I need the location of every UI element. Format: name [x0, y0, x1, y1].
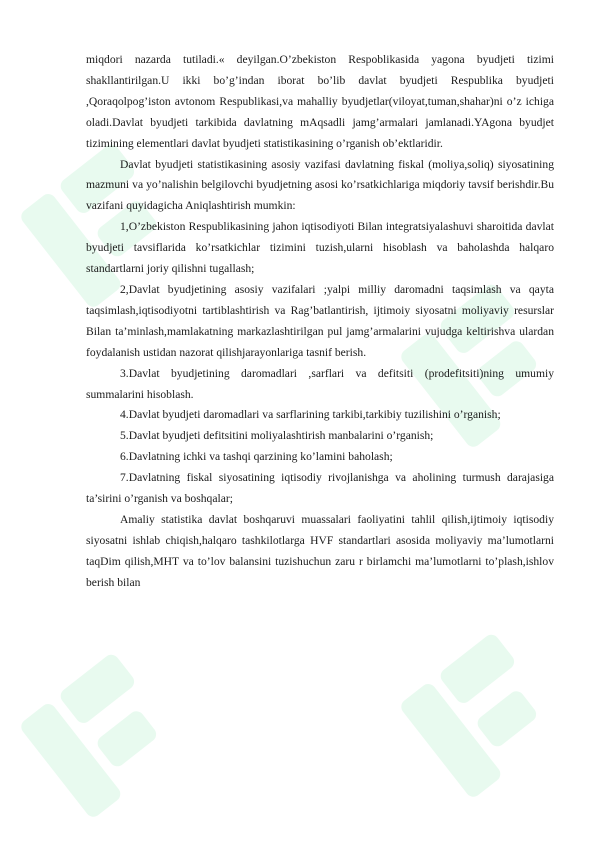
- paragraph-6: 4.Davlat byudjeti daromadlari va sarflarining tarkibi,tarkibiy tuzilishini o’rganish;: [120, 408, 501, 422]
- paragraph-3: 1,O’zbekiston Respublikasining jahon iqtisodiyoti Bilan integratsiyalashuvi sharoitida davlat byudjeti tavsiflarida ko’rsatkichlar tizimini tuzish,ularni hisoblash va baholashda halqaro standartlarni joriy qilishni tugallash;: [86, 220, 554, 276]
- paragraph-7: 5.Davlat byudjeti defitsitini moliyalashtirish manbalarini o’rganish;: [120, 429, 434, 443]
- paragraph-10: Amaliy statistika davlat boshqaruvi muassalari faoliyatini tahlil qilish,ijtimoiy iqtisodiy siyosatni ishlab chiqish,halqaro tashkilotlarga HVF standartlari asosida moliyaviy ma’lumotlarni taqDim qilish,MHT va to’lov balansini tuzishuchun zaru r birlamchi ma’lumotlarni to’plash,ishlov berish bilan: [86, 512, 554, 589]
- document-page: [86, 50, 554, 594]
- paragraph-9: 7.Davlatning fiskal siyosatining iqtisodiy rivojlanishga va aholining turmush darajasiga ta’sirini o’rganish va boshqalar;: [86, 471, 554, 506]
- paragraph-5: 3.Davlat byudjetining daromadlari ,sarflari va defitsiti (prodefitsiti)ning umumiy summalarini hisoblash.: [86, 366, 554, 401]
- paragraph-4: 2,Davlat byudjetining asosiy vazifalari ;yalpi milliy daromadni taqsimlash va qayta taqsimlash,iqtisodiyotni tartiblashtirish va Rag’batlantirish, ijtimoiy siyosatni moliyaviy resurslar Bilan ta’minlash,mamlakatning markazlashtirilgan pul jamg’armalarini vujudga keltirishva ulardan foydalanish ustidan nazorat qilishjarayonlariga tasnif berish.: [86, 282, 554, 359]
- paragraph-2: Davlat byudjeti statistikasining asosiy vazifasi davlatning fiskal (moliya,soliq) siyosatining mazmuni va yo’nalishin belgilovchi byudjetning asosi ko’rsatkichlariga miqdoriy tavsif berishdir.Bu vazifani quyidagicha Aniqlashtirish mumkin:: [86, 157, 554, 213]
- paragraph-8: 6.Davlatning ichki va tashqi qarzining ko’lamini baholash;: [120, 450, 393, 464]
- paragraph-1: miqdori nazarda tutiladi.« deyilgan.O’zbekiston Respoblikasida yagona byudjeti tizimi shakllantirilgan.U ikki bo’g’indan iborat bo’lib davlat byudjeti Respublika byudjeti ,Qoraqolpog’iston avtonom Respublikasi,va mahalliy byudjetlar(viloyat,tuman,shahar)ni o’z ichiga oladi.Davlat byudjeti tarkibida davlatning mAqsadli jamg’armalari jamlanadi.YAgona byudjet tizimining elementlari davlat byudjeti statistikasining o’rganish ob’ektlaridir.: [86, 53, 554, 150]
